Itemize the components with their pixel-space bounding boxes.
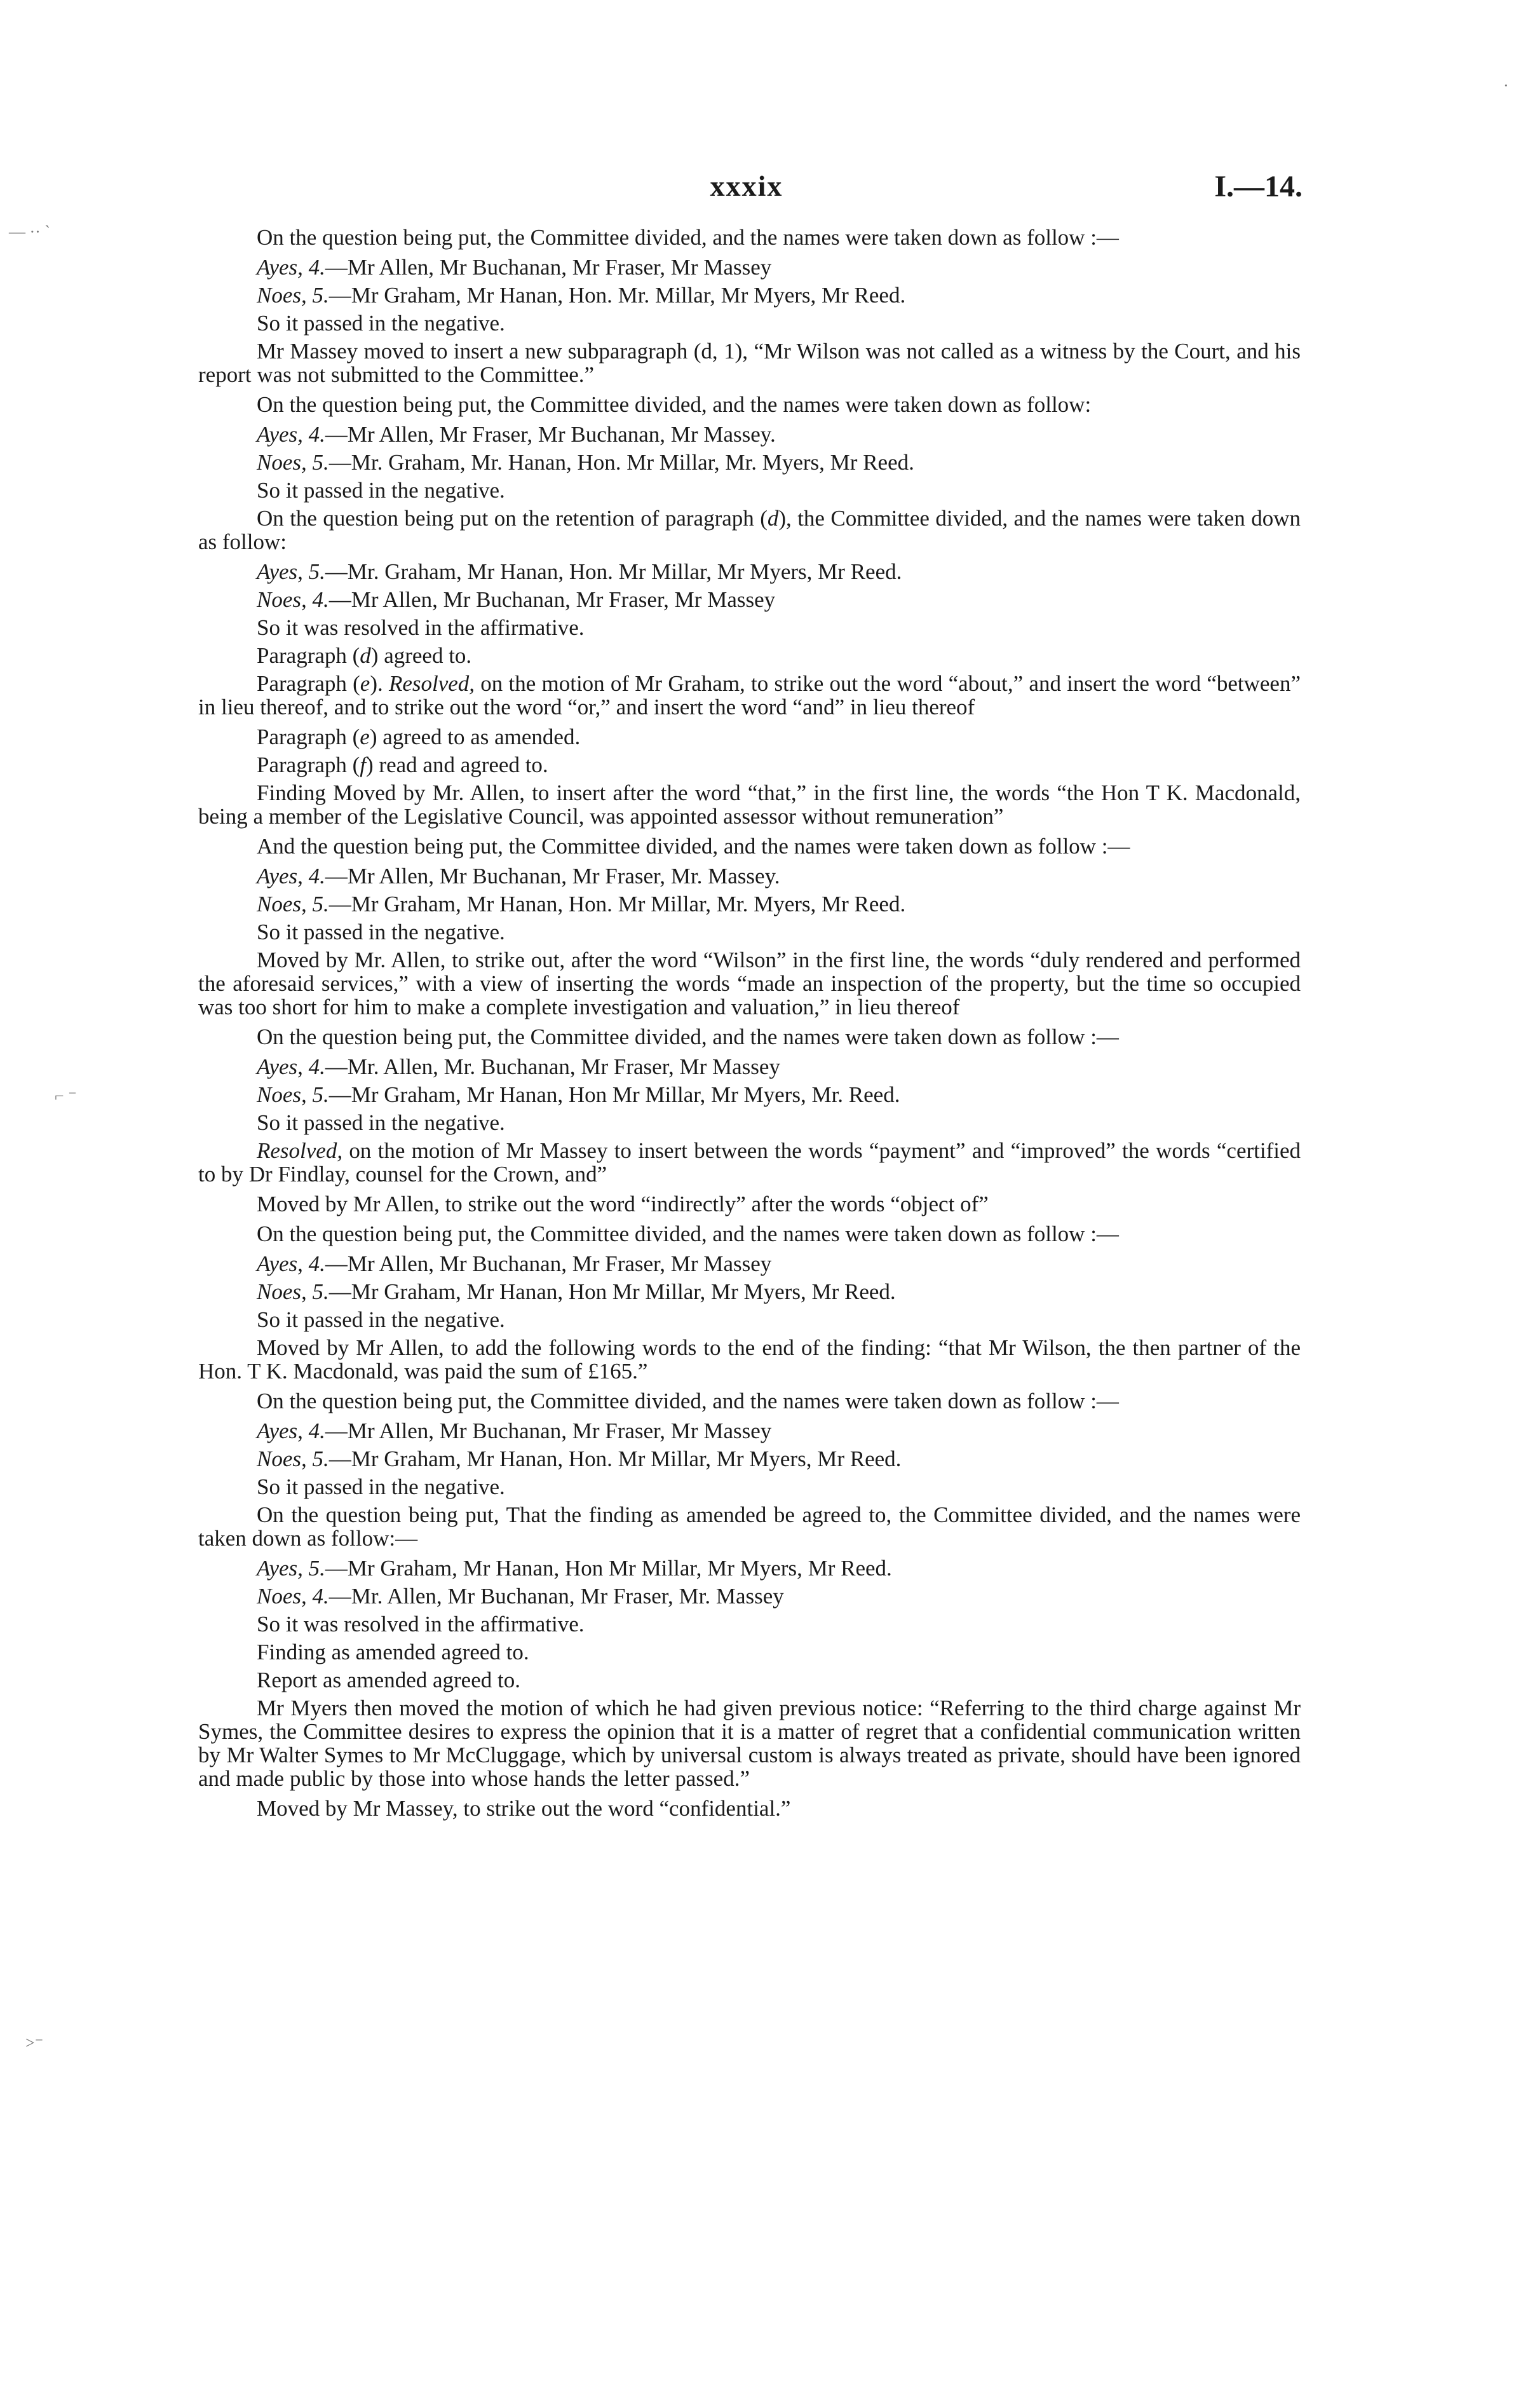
text-run: Mr Massey moved to insert a new subparagraph (d, 1), “Mr Wilson was not called as a witness by the Court, and his report was not submitted to the Committee.” <box>198 339 1301 387</box>
vote-line <box>198 1083 1301 1106</box>
italic-text: d <box>767 506 779 531</box>
text-run: —Mr Graham, Mr Hanan, Hon. Mr Millar, Mr. Myers, Mr Reed. <box>328 892 906 916</box>
text-run: —Mr Graham, Mr Hanan, Hon Mr Millar, Mr Myers, Mr Reed. <box>325 1556 892 1581</box>
italic-text: Ayes, 5. <box>257 559 325 584</box>
italic-text: e <box>360 671 370 696</box>
body-paragraph <box>198 1336 1301 1383</box>
scan-mark: ⌐ ⁻ <box>55 1087 77 1105</box>
vote-line <box>198 1419 1301 1443</box>
body-paragraph <box>198 948 1301 1019</box>
scan-mark: · <box>1503 76 1509 95</box>
text-run: —Mr Graham, Mr Hanan, Hon Mr Millar, Mr Myers, Mr Reed. <box>328 1279 896 1304</box>
italic-text: Ayes, 4. <box>257 255 325 280</box>
text-run: —Mr. Graham, Mr. Hanan, Hon. Mr Millar, Mr. Myers, Mr Reed. <box>328 450 914 475</box>
vote-line <box>198 1584 1301 1608</box>
vote-line <box>198 311 1301 335</box>
text-run: —Mr Allen, Mr Buchanan, Mr Fraser, Mr Massey <box>325 1251 772 1276</box>
italic-text: Noes, 5. <box>257 1082 329 1107</box>
vote-line <box>198 920 1301 944</box>
italic-text: Noes, 5. <box>257 283 329 308</box>
italic-text: Ayes, 4. <box>257 1054 325 1079</box>
italic-text: Noes, 4. <box>257 1584 329 1609</box>
vote-line <box>198 1252 1301 1275</box>
italic-text: Ayes, 4. <box>257 1251 325 1276</box>
vote-line <box>198 892 1301 916</box>
text-run: Paragraph ( <box>257 671 360 696</box>
text-run: —Mr Graham, Mr Hanan, Hon. Mr. Millar, Mr Myers, Mr Reed. <box>328 283 906 308</box>
text-run: On the question being put on the retention of paragraph ( <box>257 506 768 531</box>
text-run: Moved by Mr Massey, to strike out the word “confidential.” <box>257 1796 791 1821</box>
italic-text: Ayes, 4. <box>257 422 325 447</box>
body-paragraph <box>198 1389 1301 1413</box>
body-paragraph <box>198 393 1301 416</box>
italic-text: Noes, 5. <box>257 892 329 916</box>
text-run: On the question being put, the Committee divided, and the names were taken down as follow :— <box>257 1024 1119 1049</box>
vote-line <box>198 753 1301 777</box>
text-run: So it passed in the negative. <box>257 1474 505 1499</box>
text-run: —Mr Allen, Mr Fraser, Mr Buchanan, Mr Massey. <box>325 422 776 447</box>
body-paragraph <box>198 339 1301 386</box>
text-run: on the motion of Mr Graham, to strike out the word “about,” and insert the word “between” in lieu thereof, and to strike out the word “or,” and insert the word “and” in lieu thereof <box>198 671 1301 719</box>
vote-line <box>198 725 1301 749</box>
vote-line <box>198 644 1301 667</box>
text-run: On the question being put, the Committee divided, and the names were taken down as follow :— <box>257 225 1119 250</box>
text-run: Moved by Mr. Allen, to strike out, after the word “Wilson” in the first line, the words “duly rendered and performed the aforesaid services,” with a view of inserting the words “made an inspection of the property, but the time so occupied was too short for him to make a complete investigation and valuation,” in lieu thereof <box>198 948 1301 1019</box>
italic-text: Noes, 5. <box>257 450 329 475</box>
text-run: Paragraph ( <box>257 643 360 668</box>
text-run: on the motion of Mr Massey to insert between the words “payment” and “improved” the words “certified to by Dr Findlay, counsel for the Crown, and” <box>198 1138 1301 1187</box>
page-header <box>191 169 1303 207</box>
text-run: —Mr Allen, Mr Buchanan, Mr Fraser, Mr Massey <box>325 255 772 280</box>
body-paragraph <box>198 1503 1301 1550</box>
text-run: ) agreed to as amended. <box>369 724 581 749</box>
body-paragraph <box>198 781 1301 828</box>
vote-line <box>198 1556 1301 1580</box>
vote-line <box>198 1475 1301 1499</box>
text-run: On the question being put, the Committee divided, and the names were taken down as follow: <box>257 392 1092 417</box>
text-run: So it passed in the negative. <box>257 311 505 336</box>
text-run: —Mr Allen, Mr Buchanan, Mr Fraser, Mr Massey <box>328 587 776 612</box>
text-run: And the question being put, the Committee divided, and the names were taken down as follow :— <box>257 834 1130 859</box>
text-run: —Mr Graham, Mr Hanan, Hon. Mr Millar, Mr Myers, Mr Reed. <box>328 1446 902 1471</box>
vote-line <box>198 1447 1301 1471</box>
vote-line <box>198 560 1301 583</box>
text-run: ). <box>370 671 389 696</box>
vote-line <box>198 479 1301 502</box>
text-run: —Mr. Graham, Mr Hanan, Hon. Mr Millar, Mr Myers, Mr Reed. <box>325 559 902 584</box>
vote-line <box>198 283 1301 307</box>
vote-line <box>198 1308 1301 1331</box>
vote-line <box>198 1668 1301 1692</box>
italic-text: Noes, 5. <box>257 1279 329 1304</box>
body-paragraph <box>198 226 1301 249</box>
text-run: On the question being put, That the finding as amended be agreed to, the Committee divided, and the names were taken down as follow:— <box>198 1502 1301 1551</box>
vote-line <box>198 1280 1301 1303</box>
scan-mark: — ·· ˋ <box>9 222 50 241</box>
vote-line <box>198 451 1301 474</box>
text-run: —Mr Allen, Mr Buchanan, Mr Fraser, Mr. Massey. <box>325 864 780 888</box>
italic-text: e <box>360 724 370 749</box>
text-run: Finding Moved by Mr. Allen, to insert after the word “that,” in the first line, the words “the Hon T K. Macdonald, being a member of the Legislative Council, was appointed assessor without remuneration” <box>198 780 1301 829</box>
page-number: xxxix <box>710 170 783 202</box>
document-reference: I.—14. <box>1214 170 1303 203</box>
body-paragraph <box>198 1192 1301 1216</box>
text-run: Moved by Mr Allen, to strike out the word “indirectly” after the words “object of” <box>257 1192 989 1216</box>
text-run: —Mr. Allen, Mr. Buchanan, Mr Fraser, Mr Massey <box>325 1054 780 1079</box>
vote-line <box>198 1111 1301 1134</box>
italic-text: Noes, 4. <box>257 587 329 612</box>
italic-text: Noes, 5. <box>257 1446 329 1471</box>
vote-line <box>198 588 1301 611</box>
text-run: Paragraph ( <box>257 752 360 777</box>
text-run: Mr Myers then moved the motion of which he had given previous notice: “Referring to the third charge against Mr Symes, the Committee desires to express the opinion that it is a matter of regret that a confidential communication written by Mr Walter Symes to Mr McCluggage, which by universal custom is always treated as private, should have been ignored and made public by those into whose hands the letter passed.” <box>198 1696 1301 1791</box>
text-run: On the question being put, the Committee divided, and the names were taken down as follow :— <box>257 1221 1119 1246</box>
text-run: So it passed in the negative. <box>257 478 505 503</box>
text-run: Paragraph ( <box>257 724 360 749</box>
body-paragraph <box>198 1025 1301 1049</box>
body-paragraph <box>198 507 1301 554</box>
text-run: ), the Committee divided, and the names were taken down as follow: <box>198 506 1301 554</box>
text-run: Finding as amended agreed to. <box>257 1640 529 1664</box>
vote-line <box>198 864 1301 888</box>
text-run: —Mr Graham, Mr Hanan, Hon Mr Millar, Mr Myers, Mr. Reed. <box>328 1082 900 1107</box>
italic-text: Resolved, <box>257 1138 343 1163</box>
text-run: —Mr Allen, Mr Buchanan, Mr Fraser, Mr Massey <box>325 1418 772 1443</box>
vote-line <box>198 1797 1301 1820</box>
scan-mark: >⁻ <box>25 2034 44 2052</box>
text-run: On the question being put, the Committee divided, and the names were taken down as follow :— <box>257 1389 1119 1413</box>
body-paragraph <box>198 1696 1301 1790</box>
document-body <box>198 226 1301 1825</box>
text-run: So it passed in the negative. <box>257 1110 505 1135</box>
vote-line <box>198 1612 1301 1636</box>
vote-line <box>198 423 1301 446</box>
body-paragraph <box>198 672 1301 719</box>
italic-text: Ayes, 4. <box>257 1418 325 1443</box>
body-paragraph <box>198 834 1301 858</box>
text-run: So it passed in the negative. <box>257 920 505 944</box>
italic-text: d <box>360 643 371 668</box>
text-run: Moved by Mr Allen, to add the following words to the end of the finding: “that Mr Wilson, the then partner of the Hon. T K. Macdonald, was paid the sum of £165.” <box>198 1335 1301 1384</box>
italic-text: Resolved, <box>388 671 475 696</box>
text-run: So it passed in the negative. <box>257 1307 505 1332</box>
text-run: So it was resolved in the affirmative. <box>257 615 585 640</box>
vote-line <box>198 1640 1301 1664</box>
text-run: ) agreed to. <box>370 643 472 668</box>
body-paragraph <box>198 1139 1301 1186</box>
italic-text: Ayes, 5. <box>257 1556 325 1581</box>
vote-line <box>198 616 1301 639</box>
body-paragraph <box>198 1222 1301 1246</box>
vote-line <box>198 1055 1301 1078</box>
text-run: ) read and agreed to. <box>366 752 548 777</box>
vote-line <box>198 255 1301 279</box>
italic-text: f <box>360 752 367 777</box>
text-run: So it was resolved in the affirmative. <box>257 1612 585 1636</box>
text-run: —Mr. Allen, Mr Buchanan, Mr Fraser, Mr. Massey <box>328 1584 784 1609</box>
italic-text: Ayes, 4. <box>257 864 325 888</box>
text-run: Report as amended agreed to. <box>257 1668 520 1692</box>
